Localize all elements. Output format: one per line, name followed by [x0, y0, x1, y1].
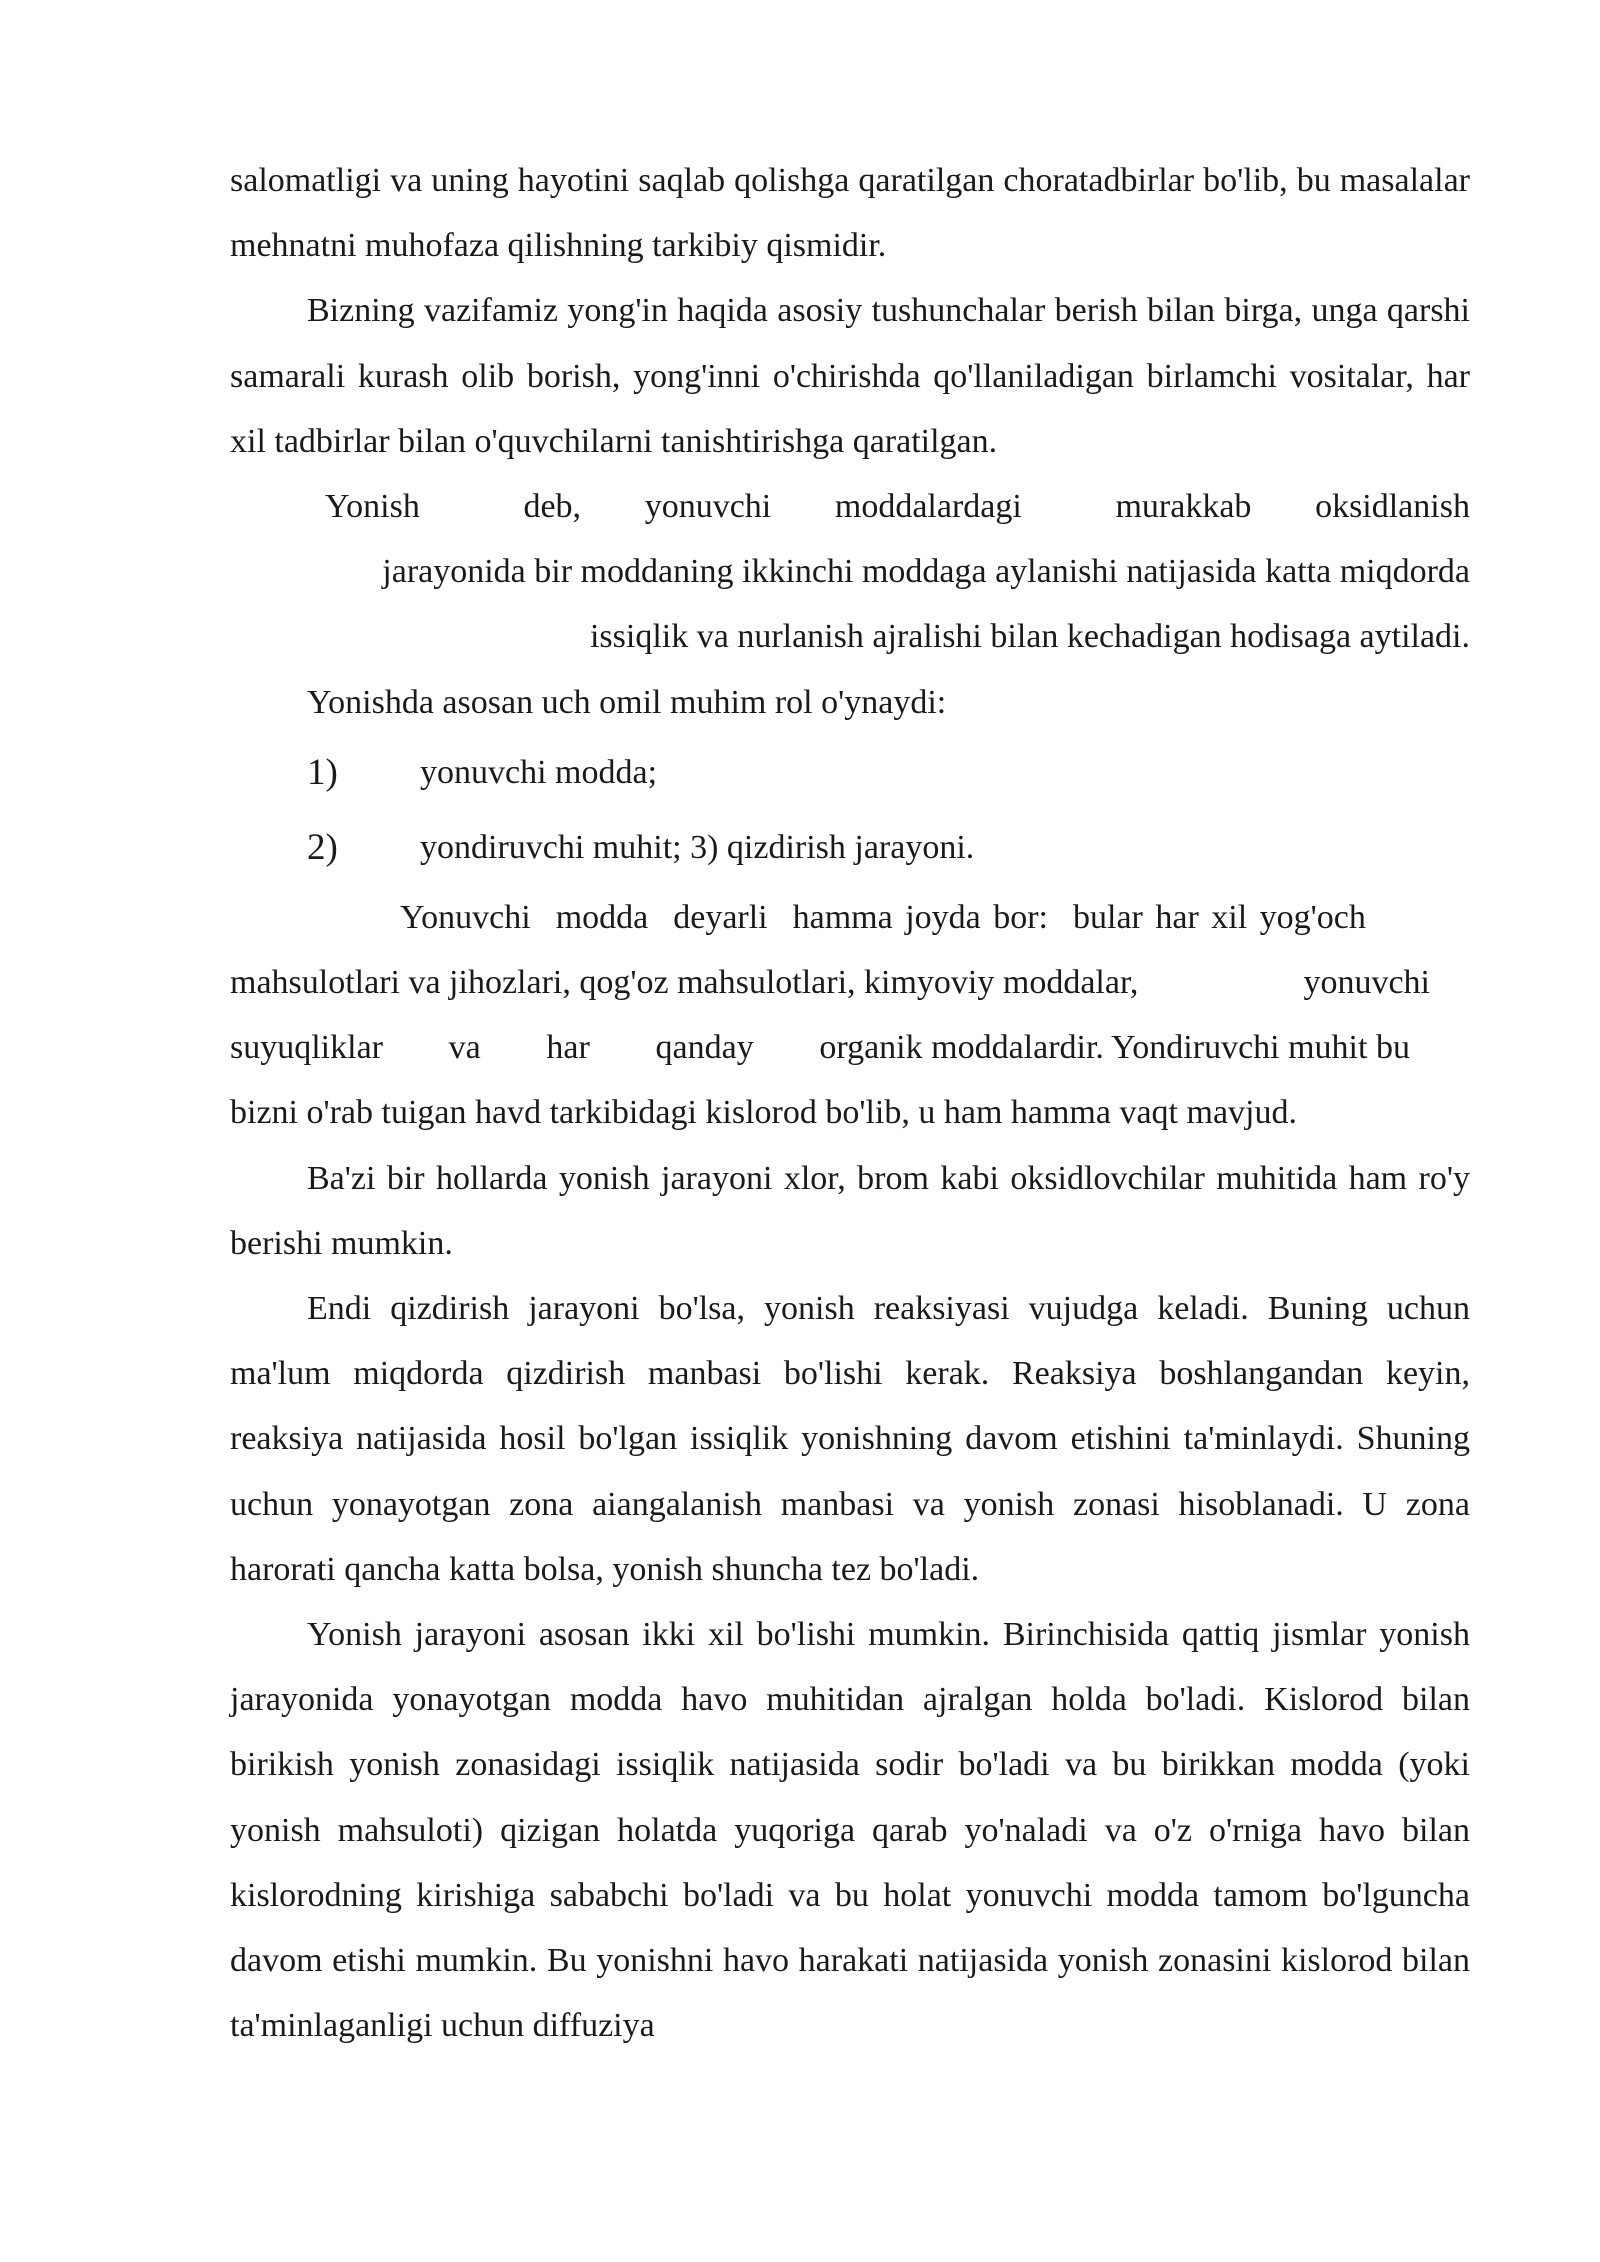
combustible-line-2-right: yonuvchi [1303, 964, 1430, 1002]
definition-line-1 [230, 474, 1470, 539]
definition-line-3: issiqlik va nurlanish ajralishi bilan kechadigan hodisaga aytiladi. [589, 618, 1470, 656]
definition-word: yonuvchi [644, 488, 772, 526]
combustible-word: organik moddalardir. Yondiruvchi muhit bu [819, 1029, 1410, 1067]
definition-word: murakkab [1115, 488, 1252, 526]
paragraph-health-measures: salomatligi va uning hayotini saqlab qolishga qaratilgan choratadbirlar bo'lib, bu masalalar mehnatni muhofaza qilishning tarkibiy qismidir. [230, 162, 1470, 265]
list-text: yonuvchi modda; [420, 753, 658, 791]
combustible-word: suyuqliklar [230, 1029, 383, 1067]
combustible-word: va [448, 1029, 481, 1067]
combustible-line-1: Yonuvchi modda deyarli hamma joyda bor: bular har xil yog'och [400, 898, 1366, 936]
list-number: 2) [307, 826, 338, 868]
paragraph-our-task: Bizning vazifamiz yong'in haqida asosiy tushunchalar berish bilan birga, unga qarshi samarali kurash olib borish, yong'inni o'chirishda qo'llaniladigan birlamchi vositalar, har xil tadbirlar bilan o'quvchilarni tanishtirishga qaratilgan. [230, 292, 1470, 460]
paragraph-combustion-types: Yonish jarayoni asosan ikki xil bo'lishi mumkin. Birinchisida qattiq jismlar yonish jarayonida yonayotgan modda havo muhitidan ajralgan holda bo'ladi. Kislorod bilan birikish yonish zonasidagi issiqlik natijasida sodir bo'ladi va bu birikkan modda (yoki yonish mahsuloti) qizigan holatda yuqoriga qarab yo'naladi va o'z o'rniga havo bilan kislorodning kirishiga sababchi bo'ladi va bu holat yonuvchi modda tamom bo'lguncha davom etishi mumkin. Bu yonishni havo harakati natijasida yonish zonasini kislorod bilan ta'minlaganligi uchun diffuziya [230, 1616, 1470, 2045]
definition-word: moddalardagi [834, 488, 1022, 526]
definition-word: Yonish [325, 488, 420, 526]
combustible-word: qanday [655, 1029, 754, 1067]
list-item [230, 810, 1470, 885]
combustible-line-4: bizni o'rab tuigan havd tarkibidagi kislorod bo'lib, u ham hamma vaqt mavjud. [230, 1094, 1297, 1132]
combustible-line-3 [230, 1015, 1410, 1080]
combustible-word: har [546, 1029, 590, 1067]
document-body [230, 148, 1470, 2058]
combustible-line-2-left: mahsulotlari va jihozlari, qog'oz mahsulotlari, kimyoviy moddalar, [230, 964, 1139, 1002]
list-item [230, 735, 1470, 810]
paragraph-chlorine-bromine: Ba'zi bir hollarda yonish jarayoni xlor, brom kabi oksidlovchilar muhitida ham ro'y berishi mumkin. [230, 1159, 1470, 1262]
list-number: 1) [307, 751, 338, 793]
paragraph-heating-process: Endi qizdirish jarayoni bo'lsa, yonish reaksiyasi vujudga keladi. Buning uchun ma'lum miqdorda qizdirish manbasi bo'lishi kerak. Reaksiya boshlangandan keyin, reaksiya natijasida hosil bo'lgan issiqlik yonishning davom etishini ta'minlaydi. Shuning uchun yonayotgan zona aiangalanish manbasi va yonish zonasi hisoblanadi. U zona harorati qancha katta bolsa, yonish shuncha tez bo'ladi. [230, 1290, 1470, 1588]
definition-line-2: jarayonida bir moddaning ikkinchi moddaga aylanishi natijasida katta miqdorda [382, 553, 1470, 591]
definition-word: deb, [523, 488, 582, 526]
paragraph-three-factors: Yonishda asosan uch omil muhim rol o'ynaydi: [307, 683, 947, 721]
list-text: yondiruvchi muhit; 3) qizdirish jarayoni. [420, 828, 975, 866]
combustible-line-2 [230, 950, 1430, 1015]
definition-word: oksidlanish [1315, 488, 1470, 526]
